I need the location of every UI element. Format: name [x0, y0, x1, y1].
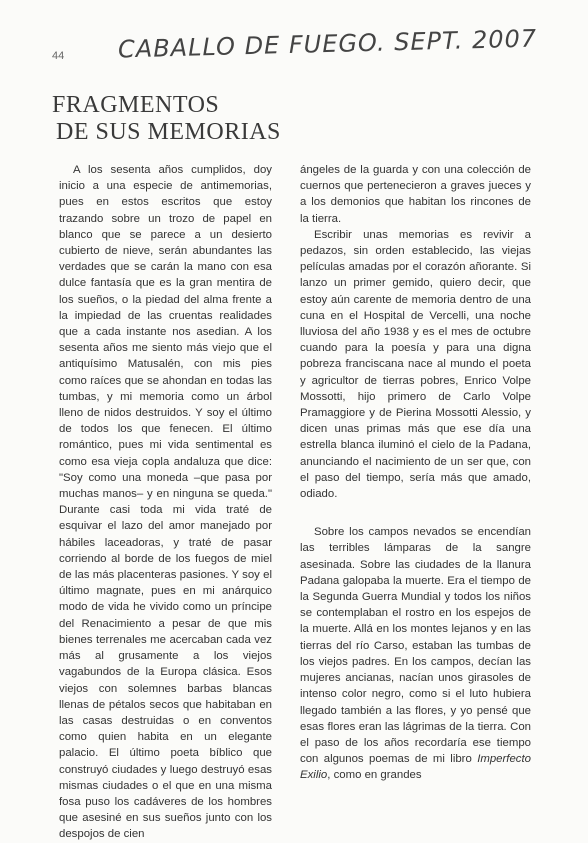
title-line-1: FRAGMENTOS: [52, 92, 220, 118]
title-line-2: DE SUS MEMORIAS: [56, 119, 281, 145]
paragraph: [300, 524, 531, 783]
paragraph-tail: , como en grandes: [327, 769, 422, 782]
left-column: [59, 162, 272, 843]
paragraph: ángeles de la guarda y con una colección de cuernos que pertenecieron a graves jueces y a los demonios que habitan los rincones de la tierra.: [300, 164, 531, 225]
book-title: Imperfecto Exilio: [300, 753, 531, 782]
paragraph-text: Sobre los campos nevados se encendían las terribles lámparas de la sangre asesinada. Sobre las ciudades de la llanura Padana galopaba la muerte. Era el tiempo de la Segunda Guerra Mundial y todos los niños se contemplaban el rostro en los espejos de la muerte. Allá en los montes lejanos y en las tierras del río Carso, estaban las tumbas de los viejos padres. En los campos, decían las mujeres ancianas, nacían unos girasoles de intenso color negro, como si el luto hubiera llegado también a las flores, y yo pensé que esas flores eran las lágrimas de la tierra. Con el paso de los años recordaría ese tiempo con algunos poemas de mi libro: [300, 526, 531, 766]
article-title: [52, 92, 281, 146]
paragraph: A los sesenta años cumplidos, doy inicio a una especie de antimemorias, pues en estos escritos que estoy trazando sobre un trozo de papel en blanco que se parece a un desierto cubierto de nieve, serán abundantes las verdades que se carán la mano con esa dulce fantasía que es la gran mentira de los sueños, o la piedad del alma frente a la impiedad de las cruentas realidades que a cada instante nos asedian. A los sesenta años me siento más viejo que el antiquísimo Matusalén, con mis pies como raíces que se ahondan en todas las tumbas, y mi memoria como un árbol lleno de nidos destruidos. Y soy el último de todos los que fenecen. El último romántico, pues mi vida sentimental es como esa vieja copla andaluza que dice: "Soy como una moneda –que pasa por muchas manos– y en ninguna se queda." Durante casi toda mi vida traté de esquivar el lazo del amor manejado por hábiles laceadoras, y traté de pasar corriendo al borde de los fuegos de miel de las más placenteras pasiones. Y soy el último magnate, pues en mi anárquico modo de vida he vivido como un príncipe del Renacimiento a pesar de que mis bienes terrenales me acercaban cada vez más al grusamente a los viejos vagabundos de la Europa clásica. Esos viejos con solemnes barbas blancas llenas de pétalos secos que habitaban en las casas destruidas o en conventos como quien habita en un elegante palacio. El último poeta bíblico que construyó ciudades y luego destruyó esas mismas ciudades o el que en una misma fosa puso los cadáveres de los hombres que asesiné en sus sueños junto con los despojos de cien: [59, 164, 272, 841]
paragraph: Escribir unas memorias es revivir a pedazos, sin orden establecido, las viejas películas amadas por el corazón añorante. Si lanzo un primer gemido, quiero decir, que estoy aún carente de memoria dentro de una cuna en el Hospital de Vercelli, una noche lluviosa del año 1938 y es el mes de octubre cuando para la poesía y para una digna pobreza franciscana nace al mundo el poeta y agricultor de tierras pobres, Enrico Volpe Mossotti, hijo primero de Carlo Volpe Pramaggiore y de Pierina Mossotti Alessio, y dicen unas primas más que ese día una estrella blanca iluminó el cielo de la Padana, anunciando el nacimiento de un ser que, con el paso del tiempo, sería más que amado, odiado.: [300, 228, 531, 501]
page-number: 44: [52, 50, 65, 62]
right-column: [300, 162, 531, 784]
handwritten-note: CABALLO DE FUEGO. SEPT. 2007: [117, 24, 538, 64]
